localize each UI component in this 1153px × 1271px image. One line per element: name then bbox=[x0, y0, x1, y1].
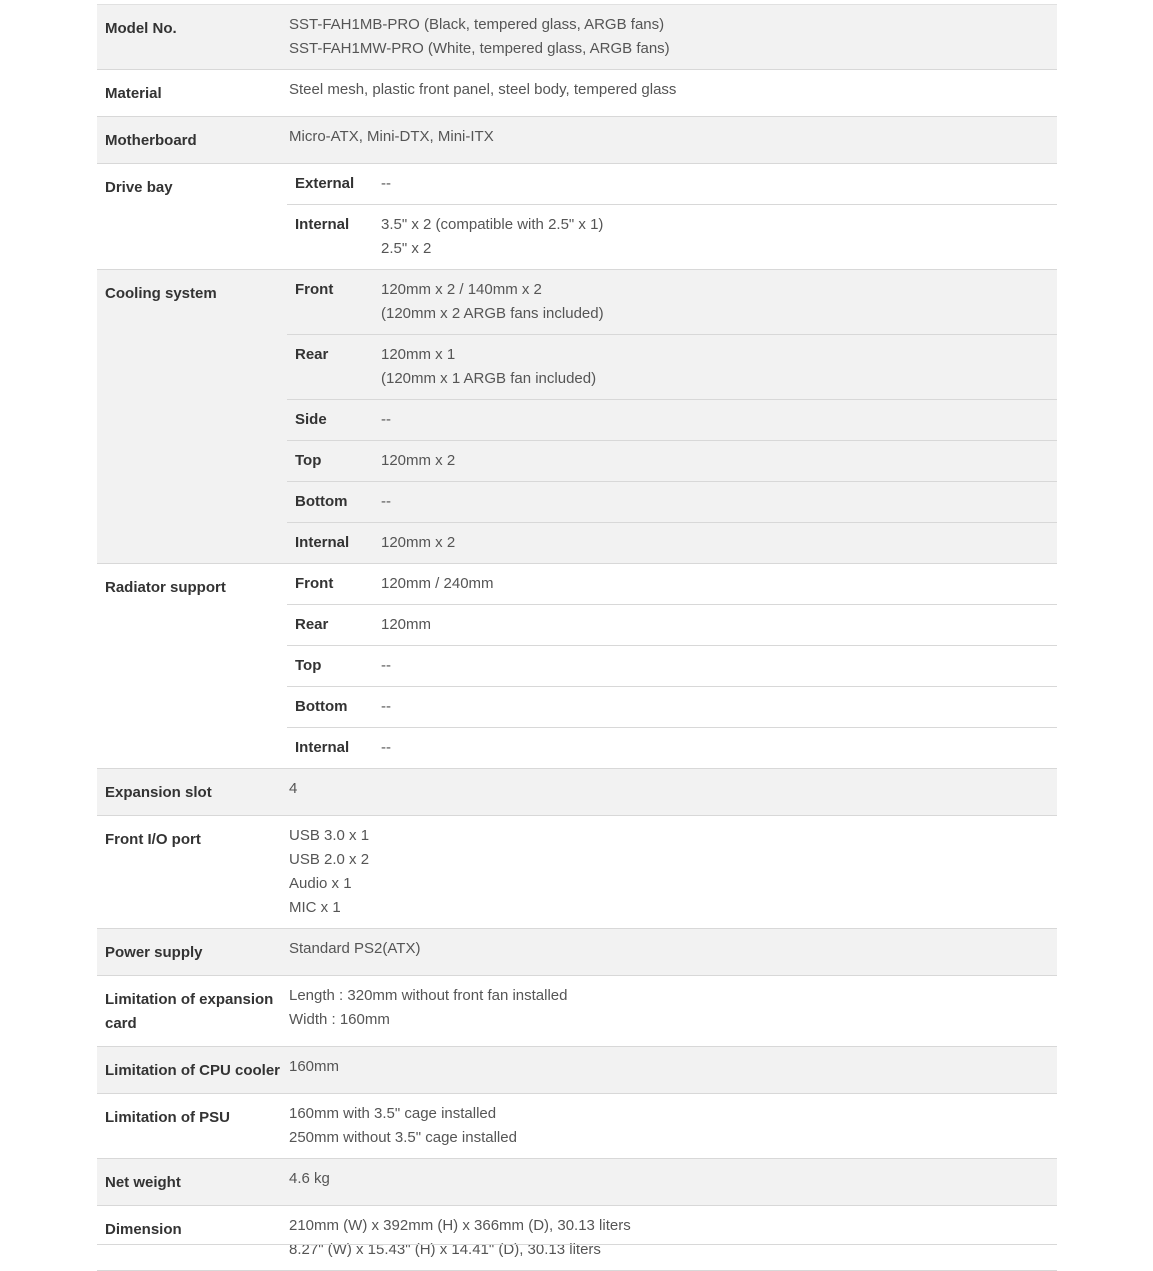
spec-subvalue bbox=[381, 205, 1057, 269]
spec-value-line: 250mm without 3.5" cage installed bbox=[289, 1129, 517, 1146]
spec-value bbox=[287, 1206, 1057, 1270]
spec-row bbox=[97, 70, 1057, 117]
spec-value-line: 120mm / 240mm bbox=[381, 575, 494, 592]
spec-value-line: Audio x 1 bbox=[289, 875, 352, 892]
spec-sublabel: Rear bbox=[295, 346, 329, 363]
spec-subtable bbox=[287, 164, 1057, 269]
spec-label: Limitation of PSU bbox=[105, 1109, 230, 1126]
spec-value-line: 8.27" (W) x 15.43" (H) x 14.41" (D), 30.13 liters bbox=[289, 1241, 601, 1258]
spec-sublabel: Rear bbox=[295, 616, 329, 633]
spec-sublabel: Front bbox=[295, 281, 334, 298]
spec-value-line: -- bbox=[381, 739, 391, 756]
spec-label: Motherboard bbox=[105, 132, 197, 149]
spec-value-line: -- bbox=[381, 411, 391, 428]
spec-subrow bbox=[287, 646, 1057, 687]
spec-subvalue bbox=[381, 335, 1057, 399]
spec-value-line: (120mm x 1 ARGB fan included) bbox=[381, 370, 597, 387]
spec-value-line: (120mm x 2 ARGB fans included) bbox=[381, 305, 604, 322]
spec-value-line: 4.6 kg bbox=[289, 1170, 330, 1187]
spec-value-line: 160mm with 3.5" cage installed bbox=[289, 1105, 497, 1122]
spec-value-line: 120mm x 1 bbox=[381, 346, 456, 363]
spec-subrow bbox=[287, 400, 1057, 441]
spec-row bbox=[97, 816, 1057, 929]
spec-subvalue bbox=[381, 646, 1057, 686]
spec-label: Net weight bbox=[105, 1174, 181, 1191]
spec-sublabel: Front bbox=[295, 575, 334, 592]
spec-row bbox=[97, 769, 1057, 816]
spec-sublabel: Internal bbox=[295, 739, 350, 756]
spec-value bbox=[287, 117, 1057, 163]
spec-subvalue bbox=[381, 164, 1057, 204]
spec-sublabel: External bbox=[295, 175, 355, 192]
spec-value-line: 3.5" x 2 (compatible with 2.5" x 1) bbox=[381, 216, 604, 233]
spec-label: Material bbox=[105, 85, 162, 102]
spec-value-line: 210mm (W) x 392mm (H) x 366mm (D), 30.13 liters bbox=[289, 1217, 631, 1234]
spec-sublabel: Internal bbox=[295, 534, 350, 551]
spec-value bbox=[287, 976, 1057, 1046]
spec-sublabel: Top bbox=[295, 452, 322, 469]
spec-label: Model No. bbox=[105, 20, 177, 37]
spec-row bbox=[97, 270, 1057, 564]
spec-label: Cooling system bbox=[105, 285, 217, 302]
spec-label: Limitation of expansion card bbox=[105, 991, 274, 1032]
spec-value-line: Micro-ATX, Mini-DTX, Mini-ITX bbox=[289, 128, 494, 145]
spec-subrow bbox=[287, 687, 1057, 728]
spec-label: Limitation of CPU cooler bbox=[105, 1062, 281, 1079]
spec-value bbox=[287, 1159, 1057, 1205]
spec-value-line: Length : 320mm without front fan installed bbox=[289, 987, 568, 1004]
spec-subtable bbox=[287, 564, 1057, 768]
spec-label: Expansion slot bbox=[105, 784, 212, 801]
spec-subrow bbox=[287, 270, 1057, 335]
spec-value-line: SST-FAH1MB-PRO (Black, tempered glass, ARGB fans) bbox=[289, 16, 665, 33]
spec-value-line: Steel mesh, plastic front panel, steel body, tempered glass bbox=[289, 81, 677, 98]
spec-sublabel: Side bbox=[295, 411, 327, 428]
spec-subrow bbox=[287, 605, 1057, 646]
spec-value-line: 120mm x 2 / 140mm x 2 bbox=[381, 281, 542, 298]
spec-value-line: -- bbox=[381, 698, 391, 715]
spec-value bbox=[287, 1094, 1057, 1158]
spec-sublabel: Bottom bbox=[295, 493, 348, 510]
spec-value-line: -- bbox=[381, 493, 391, 510]
spec-label: Power supply bbox=[105, 944, 203, 961]
spec-row bbox=[97, 1094, 1057, 1159]
spec-subrow bbox=[287, 523, 1057, 563]
spec-subvalue bbox=[381, 605, 1057, 645]
spec-row bbox=[97, 1159, 1057, 1206]
spec-subvalue bbox=[381, 441, 1057, 481]
spec-value-line: 120mm bbox=[381, 616, 432, 633]
spec-label: Drive bay bbox=[105, 179, 173, 196]
spec-row bbox=[97, 1047, 1057, 1094]
divider bbox=[97, 1244, 1057, 1245]
spec-sublabel: Bottom bbox=[295, 698, 348, 715]
spec-label: Dimension bbox=[105, 1221, 182, 1238]
spec-sublabel: Top bbox=[295, 657, 322, 674]
spec-subrow bbox=[287, 728, 1057, 768]
spec-value-line: MIC x 1 bbox=[289, 899, 341, 916]
spec-value bbox=[287, 1047, 1057, 1093]
spec-value bbox=[287, 70, 1057, 116]
spec-label: Radiator support bbox=[105, 579, 226, 596]
spec-subvalue bbox=[381, 270, 1057, 334]
spec-subvalue bbox=[381, 728, 1057, 768]
spec-subrow bbox=[287, 564, 1057, 605]
spec-value-line: 4 bbox=[289, 780, 298, 797]
spec-row bbox=[97, 1206, 1057, 1271]
spec-subvalue bbox=[381, 523, 1057, 563]
spec-value-line: -- bbox=[381, 657, 391, 674]
spec-subtable bbox=[287, 270, 1057, 563]
spec-value bbox=[287, 769, 1057, 815]
spec-subvalue bbox=[381, 482, 1057, 522]
spec-value-line: SST-FAH1MW-PRO (White, tempered glass, ARGB fans) bbox=[289, 40, 670, 57]
spec-row bbox=[97, 564, 1057, 769]
spec-label: Front I/O port bbox=[105, 831, 201, 848]
spec-value-line: USB 3.0 x 1 bbox=[289, 827, 370, 844]
spec-value bbox=[287, 929, 1057, 975]
spec-value-line: Standard PS2(ATX) bbox=[289, 940, 421, 957]
spec-value bbox=[287, 816, 1057, 928]
spec-subrow bbox=[287, 441, 1057, 482]
spec-subrow bbox=[287, 335, 1057, 400]
spec-value-line: USB 2.0 x 2 bbox=[289, 851, 370, 868]
spec-value-line: Width : 160mm bbox=[289, 1011, 390, 1028]
spec-subrow bbox=[287, 482, 1057, 523]
spec-value-line: -- bbox=[381, 175, 391, 192]
spec-row bbox=[97, 976, 1057, 1047]
spec-subvalue bbox=[381, 687, 1057, 727]
spec-row bbox=[97, 164, 1057, 270]
spec-value-line: 2.5" x 2 bbox=[381, 240, 432, 257]
spec-subvalue bbox=[381, 564, 1057, 604]
spec-row bbox=[97, 117, 1057, 164]
spec-value bbox=[287, 5, 1057, 69]
spec-subrow bbox=[287, 164, 1057, 205]
spec-subrow bbox=[287, 205, 1057, 269]
spec-row bbox=[97, 5, 1057, 70]
spec-sublabel: Internal bbox=[295, 216, 350, 233]
spec-value-line: 120mm x 2 bbox=[381, 452, 456, 469]
spec-value-line: 120mm x 2 bbox=[381, 534, 456, 551]
spec-row bbox=[97, 929, 1057, 976]
spec-subvalue bbox=[381, 400, 1057, 440]
spec-value-line: 160mm bbox=[289, 1058, 340, 1075]
spec-table bbox=[97, 4, 1057, 1271]
